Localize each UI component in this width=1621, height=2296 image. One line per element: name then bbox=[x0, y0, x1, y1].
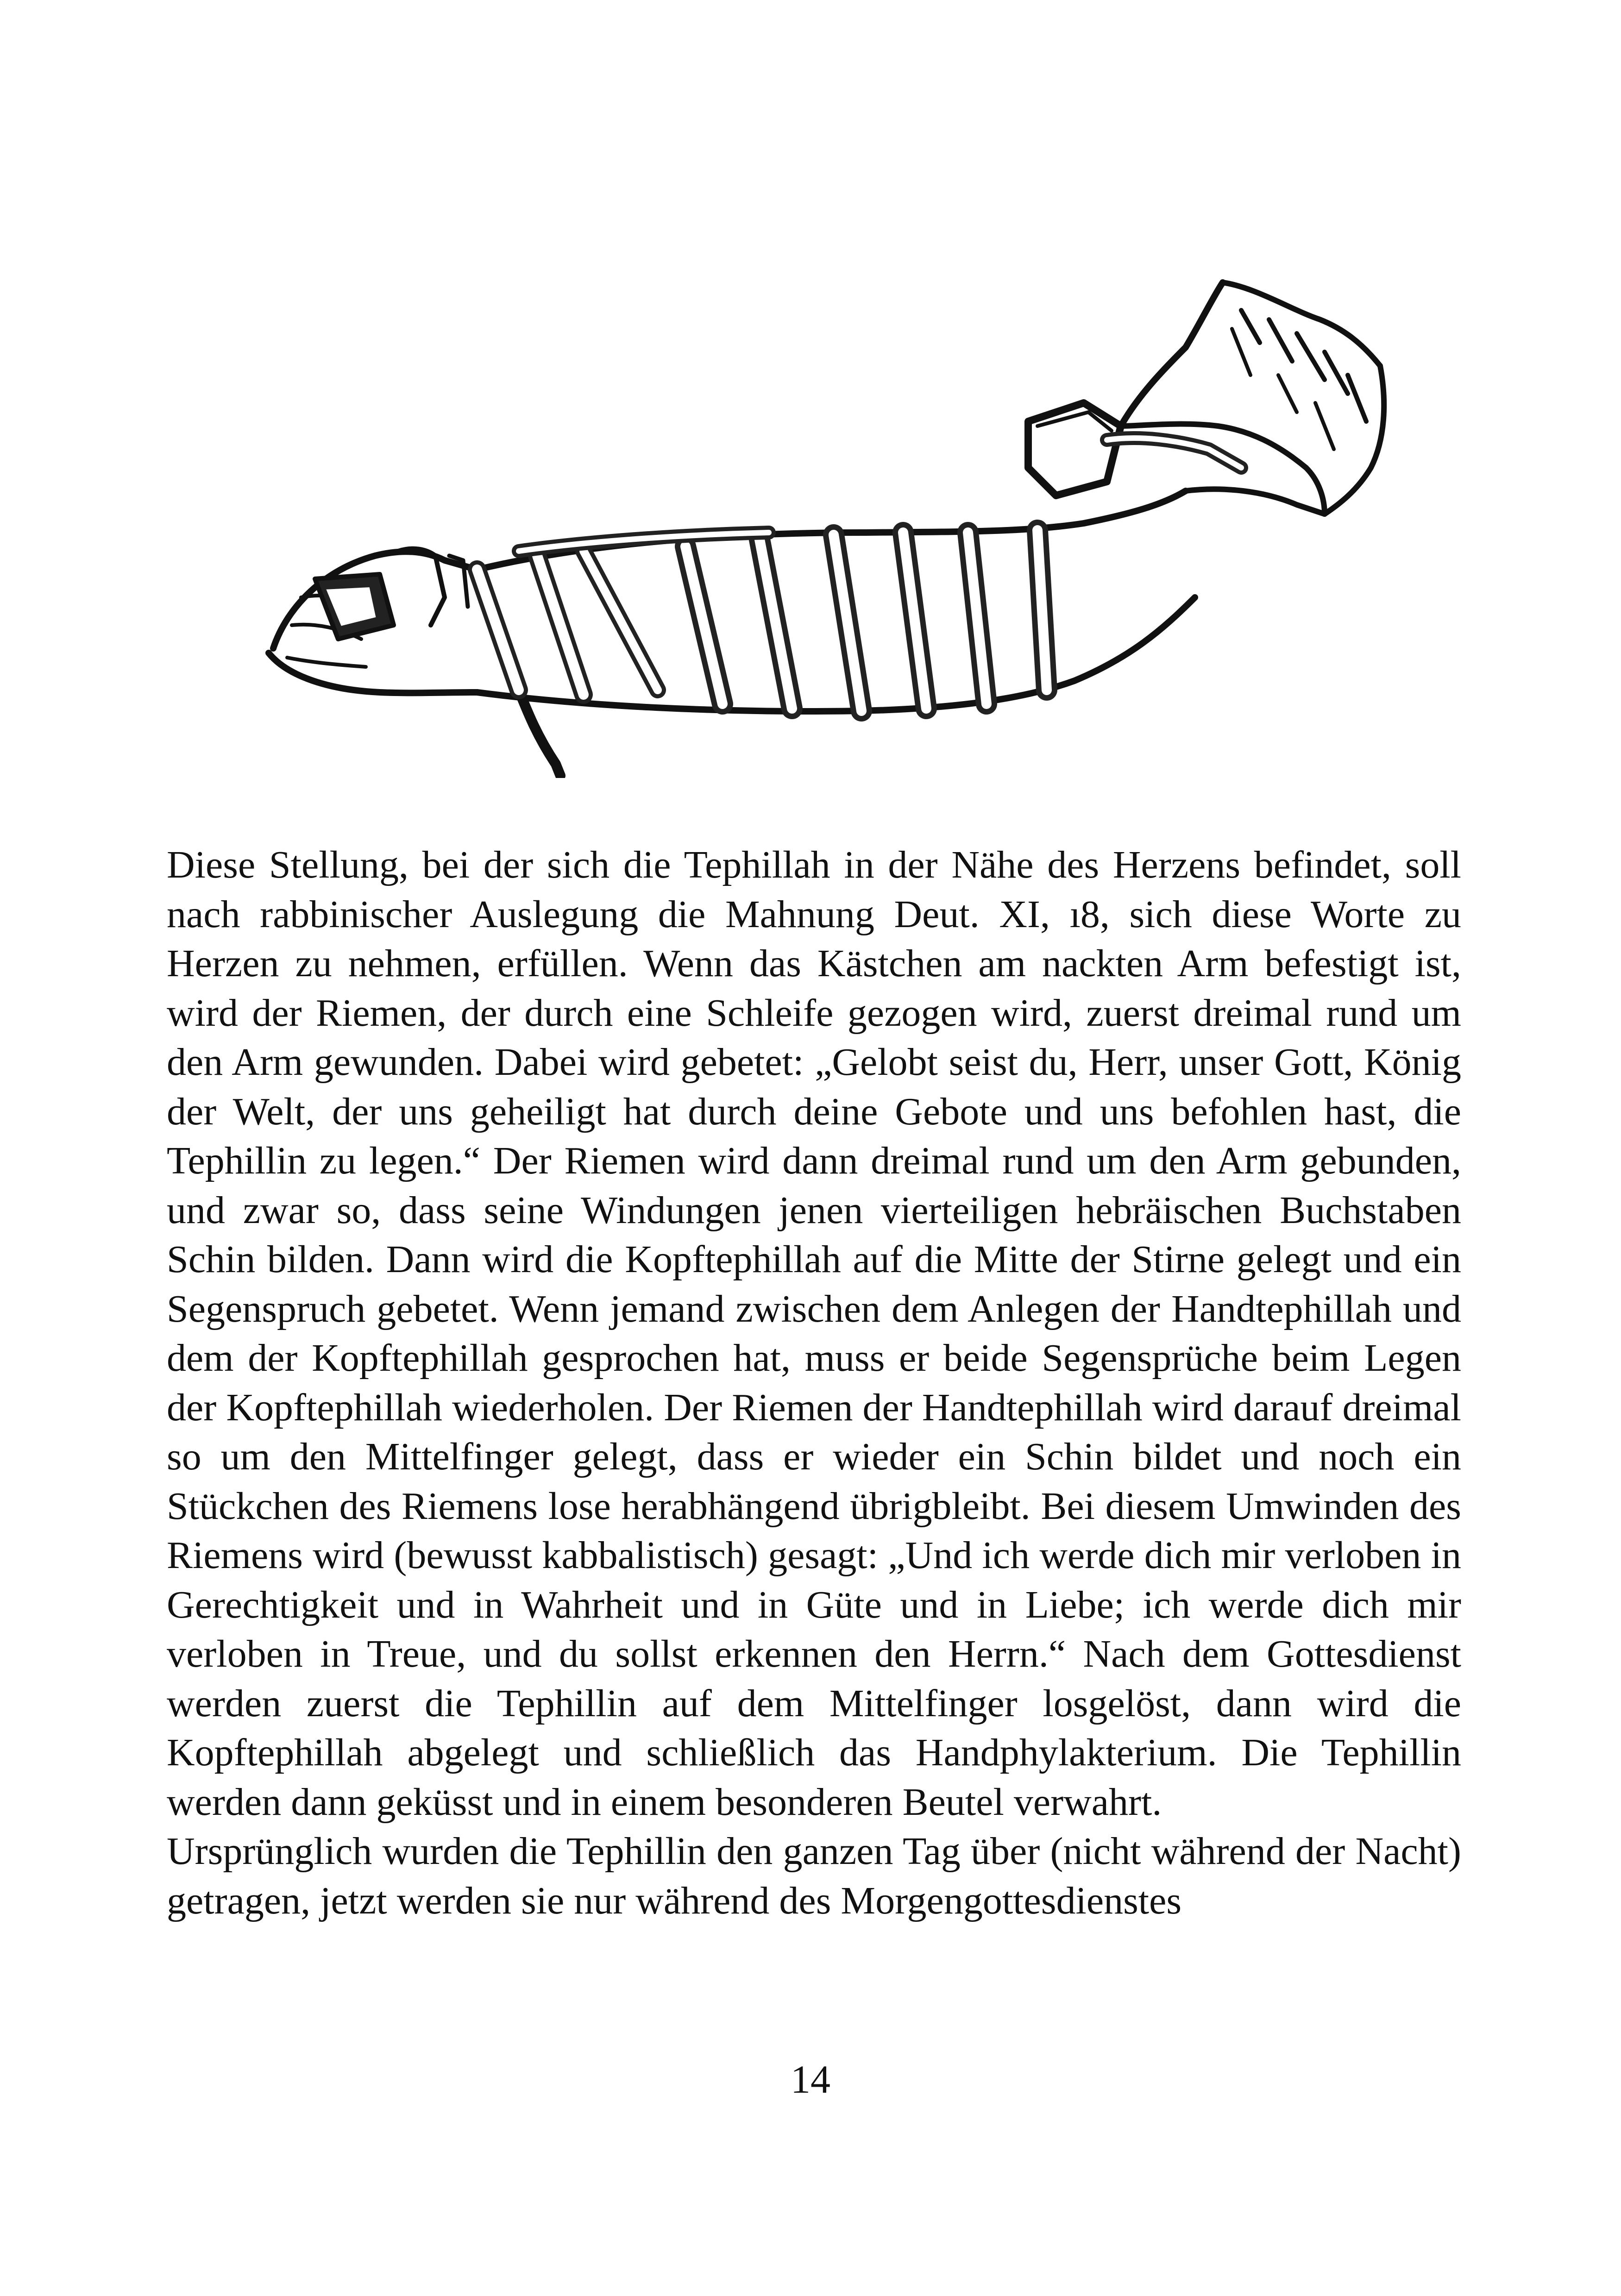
paragraph: Ursprünglich wurden die Tephillin den ganzen Tag über (nicht während der Nacht) getragen, jetzt werden sie nur während des Morgengottesdienstes bbox=[167, 1830, 1461, 1922]
page-number: 14 bbox=[791, 2057, 830, 2102]
tefillin-arm-icon bbox=[259, 273, 1389, 778]
paragraph: Diese Stellung, bei der sich die Tephillah in der Nähe des Herzens befindet, soll nach rabbinischer Auslegung die Mahnung Deut. XI, ı8, sich diese Worte zu Herzen zu nehmen, erfüllen. Wenn das Kästchen am nackten Arm befestigt ist, wird der Riemen, der durch eine Schleife gezogen wird, zuerst dreimal rund um den Arm gewunden. Dabei wird gebetet: „Gelobt seist du, Herr, unser Gott, König der Welt, der uns geheiligt hat durch deine Gebote und uns befohlen hast, die Tephillin zu legen.“ Der Riemen wird dann dreimal rund um den Arm gebunden, und zwar so, dass seine Windungen jenen vierteiligen hebräischen Buchstaben Schin bilden. Dann wird die Kopftephillah auf die Mitte der Stirne gelegt und ein Segenspruch gebetet. Wenn jemand zwischen dem Anlegen der Handtephillah und dem der Kopftephillah gesprochen hat, muss er beide Segensprüche beim Legen der Kopftephillah wiederholen. Der Riemen der Handtephillah wird darauf dreimal so um den Mittelfinger gelegt, dass er wieder ein Schin bildet und noch ein Stückchen des Riemens lose herabhängend übrigbleibt. Bei diesem Umwinden des Riemens wird (bewusst kabbalistisch) gesagt: „Und ich werde dich mir verloben in Gerechtigkeit und in Wahrheit und in Güte und in Liebe; ich werde dich mir verloben in Treue, und du sollst erkennen den Herrn.“ Nach dem Gottesdienst werden zuerst die Tephillin auf dem Mittelfinger losgelöst, dann wird die Kopftephillah abgelegt und schließlich das Handphylakterium. Die Tephillin werden dann geküsst und in einem besonderen Beutel verwahrt. bbox=[167, 843, 1461, 1824]
body-text bbox=[167, 841, 1461, 1926]
